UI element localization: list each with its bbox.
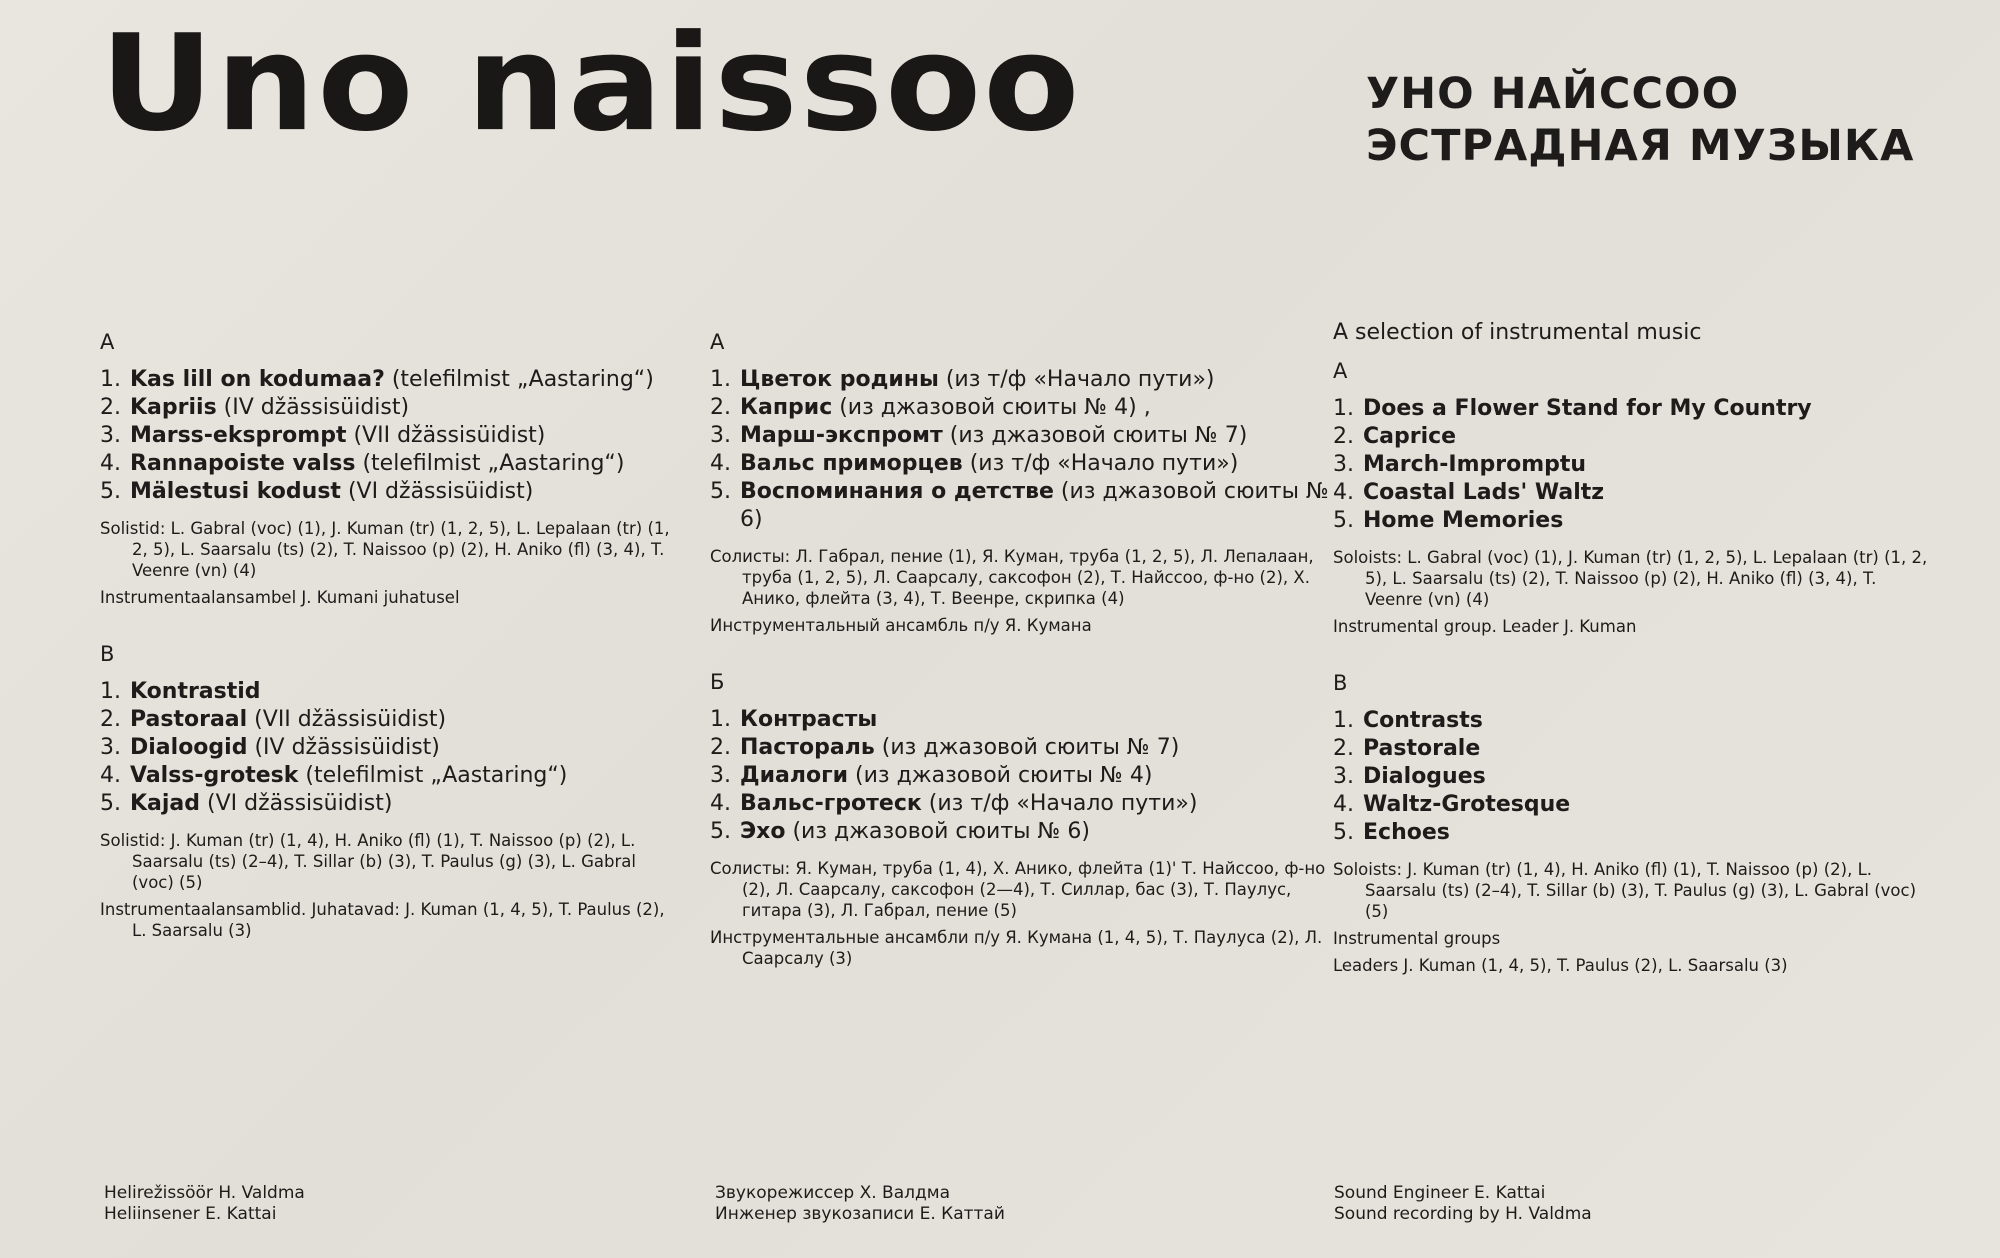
track-item: 1. Kas lill on kodumaa? (telefilmist „Aastaring“) (100, 367, 654, 392)
side-b-label: B (100, 642, 115, 666)
track-item: 4. Valss-grotesk (telefilmist „Aastaring“) (100, 763, 568, 788)
russian-credits (715, 1183, 1005, 1225)
track-item: 5. Воспоминания о детстве (из джазовой сюиты № 6) (710, 479, 1329, 532)
ensemble-side-a: Instrumentaalansambel J. Kumani juhatusel (100, 588, 460, 607)
english-column (1333, 320, 1933, 982)
track-item: 4. Вальс приморцев (из т/ф «Начало пути») (710, 451, 1239, 476)
track-item: 1. Цветок родины (из т/ф «Начало пути») (710, 367, 1215, 392)
album-description: A selection of instrumental music (1333, 320, 1702, 345)
track-item: 1. Does a Flower Stand for My Country (1333, 396, 1812, 421)
tracklist-side-a (100, 366, 680, 506)
ensemble-side-a: Инструментальный ансамбль п/у Я. Кумана (710, 616, 1092, 635)
russian-column (710, 320, 1330, 975)
ensemble-side-b-leaders: Leaders J. Kuman (1, 4, 5), T. Paulus (2), L. Saarsalu (3) (1333, 956, 1788, 975)
track-item: 5. Эхо (из джазовой сюиты № 6) (710, 819, 1090, 844)
track-item: 3. Dialogues (1333, 764, 1486, 789)
soloists-side-b: Solistid: J. Kuman (tr) (1, 4), H. Aniko (fl) (1), T. Naissoo (p) (2), L. Saarsalu (ts) (2–4), T. Sillar (b) (3), T. Paulus (g) (3), L. Gabral (voc) (5) (100, 831, 636, 892)
track-item: 3. Диалоги (из джазовой сюиты № 4) (710, 763, 1153, 788)
tracklist-side-b (100, 678, 680, 818)
track-item: 1. Contrasts (1333, 708, 1483, 733)
track-item: 3. Marss-eksprompt (VII džässisüidist) (100, 423, 546, 448)
track-item: 1. Контрасты (710, 707, 878, 732)
estonian-column (100, 320, 680, 947)
track-item: 5. Kajad (VI džässisüidist) (100, 791, 393, 816)
credit-line: Sound Engineer E. Kattai (1334, 1183, 1546, 1203)
ensemble-side-b-heading: Instrumental groups (1333, 929, 1501, 948)
tracklist-side-b (1333, 707, 1933, 847)
side-a-label: A (100, 330, 115, 354)
track-item: 3. Марш-экспромт (из джазовой сюиты № 7) (710, 423, 1248, 448)
side-a-label: A (1333, 359, 1348, 383)
soloists-side-a: Soloists: L. Gabral (voc) (1), J. Kuman (tr) (1, 2, 5), L. Lepalaan (tr) (1, 2, 5), L. Saarsalu (ts) (2), T. Naissoo (p) (2), H. Aniko (fl) (3, 4), T. Veenre (vn) (4) (1333, 548, 1928, 609)
track-item: 3. March-Impromptu (1333, 452, 1587, 477)
track-item: 2. Kapriis (IV džässisüidist) (100, 395, 410, 420)
soloists-side-a: Солисты: Л. Габрал, пение (1), Я. Куман, труба (1, 2, 5), Л. Лепалаан, труба (1, 2, 5), Л. Саарсалу, саксофон (2), Т. Найссоо, ф-но (2), Х. Анико, флейта (3, 4), Т. Веенре, скрипка (4) (710, 547, 1314, 608)
estonian-credits (104, 1183, 305, 1225)
russian-title-block (1366, 68, 1914, 172)
track-item: 5. Home Memories (1333, 508, 1564, 533)
track-item: 4. Вальс-гротеск (из т/ф «Начало пути») (710, 791, 1198, 816)
tracklist-side-a (710, 366, 1330, 534)
soloists-side-a: Solistid: L. Gabral (voc) (1), J. Kuman (tr) (1, 2, 5), L. Lepalaan (tr) (1, 2, 5), L. Saarsalu (ts) (2), T. Naissoo (p) (2), H. Aniko (fl) (3, 4), T. Veenre (vn) (4) (100, 519, 670, 580)
side-a-label: А (710, 330, 725, 354)
ensemble-side-a: Instrumental group. Leader J. Kuman (1333, 617, 1637, 636)
credit-line: Heliinsener E. Kattai (104, 1204, 277, 1224)
side-b-label: Б (710, 670, 725, 694)
credit-line: Инженер звукозаписи Е. Каттай (715, 1204, 1005, 1224)
track-item: 2. Пастораль (из джазовой сюиты № 7) (710, 735, 1180, 760)
track-item: 4. Waltz-Grotesque (1333, 792, 1571, 817)
track-item: 2. Pastorale (1333, 736, 1481, 761)
ensemble-side-b: Instrumentaalansamblid. Juhatavad: J. Kuman (1, 4, 5), T. Paulus (2), L. Saarsalu (3) (100, 900, 665, 940)
credit-line: Звукорежиссер Х. Валдма (715, 1183, 951, 1203)
track-item: 5. Echoes (1333, 820, 1450, 845)
english-credits (1334, 1183, 1592, 1225)
side-b-label: B (1333, 671, 1348, 695)
track-item: 4. Coastal Lads' Waltz (1333, 480, 1605, 505)
track-item: 2. Caprice (1333, 424, 1457, 449)
tracklist-side-a (1333, 395, 1933, 535)
track-item: 5. Mälestusi kodust (VI džässisüidist) (100, 479, 534, 504)
artist-logo: Uno naissoo (100, 6, 1082, 162)
ensemble-side-b: Инструментальные ансамбли п/у Я. Кумана (1, 4, 5), Т. Паулуса (2), Л. Саарсалу (3) (710, 928, 1323, 968)
russian-album-title: ЭСТРАДНАЯ МУЗЫКА (1366, 121, 1915, 171)
soloists-side-b: Soloists: J. Kuman (tr) (1, 4), H. Aniko (fl) (1), T. Naissoo (p) (2), L. Saarsalu (ts) (2–4), T. Sillar (b) (3), T. Paulus (g) (3), L. Gabral (voc) (5) (1333, 860, 1917, 921)
track-item: 4. Rannapoiste valss (telefilmist „Aastaring“) (100, 451, 625, 476)
credit-line: Helirežissöör H. Valdma (104, 1183, 305, 1203)
soloists-side-b: Солисты: Я. Куман, труба (1, 4), Х. Анико, флейта (1)' Т. Найссоо, ф-но (2), Л. Саарсалу, саксофон (2—4), Т. Силлар, бас (3), Т. Паулус, гитара (3), Л. Габрал, пение (5) (710, 859, 1326, 920)
tracklist-side-b (710, 706, 1330, 846)
track-item: 1. Kontrastid (100, 679, 261, 704)
track-item: 2. Каприс (из джазовой сюиты № 4) , (710, 395, 1151, 420)
track-item: 3. Dialoogid (IV džässisüidist) (100, 735, 440, 760)
russian-artist-name: УНО НАЙССОО (1366, 69, 1740, 119)
track-item: 2. Pastoraal (VII džässisüidist) (100, 707, 447, 732)
credit-line: Sound recording by H. Valdma (1334, 1204, 1592, 1224)
